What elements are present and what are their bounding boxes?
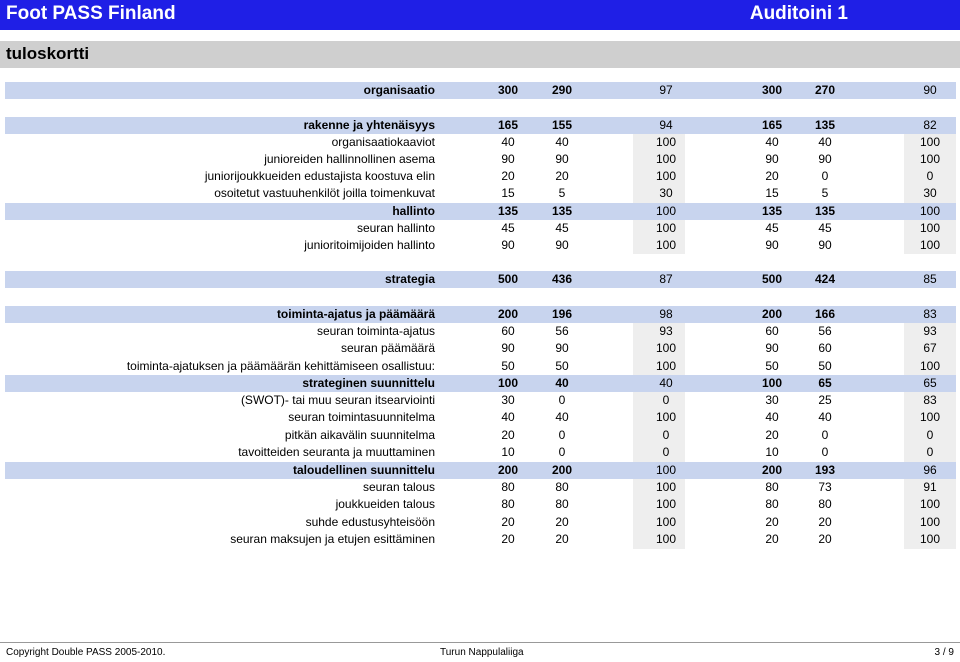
- value-cell: 100: [655, 221, 677, 235]
- row-label: seuran talous: [362, 480, 435, 494]
- value-cell: 93: [659, 324, 673, 338]
- row-label: strategia: [384, 272, 435, 286]
- value-cell: 500: [497, 272, 519, 286]
- value-cell: 135: [814, 118, 836, 132]
- row-label: organisaatio: [363, 83, 435, 97]
- value-cell: 80: [765, 480, 779, 494]
- row-label: tavoitteiden seuranta ja muuttaminen: [238, 445, 435, 459]
- value-cell: 0: [662, 445, 670, 459]
- value-cell: 100: [655, 152, 677, 166]
- value-cell: 50: [818, 359, 832, 373]
- value-cell: 0: [662, 428, 670, 442]
- value-cell: 20: [555, 515, 569, 529]
- value-cell: 100: [655, 238, 677, 252]
- value-cell: 98: [659, 307, 673, 321]
- value-cell: 45: [765, 221, 779, 235]
- club-name: Turun Nappulaliiga: [440, 647, 524, 658]
- value-cell: 135: [814, 204, 836, 218]
- value-cell: 90: [555, 152, 569, 166]
- value-cell: 82: [923, 118, 937, 132]
- value-cell: 30: [501, 393, 515, 407]
- value-cell: 300: [761, 83, 783, 97]
- value-cell: 100: [919, 359, 941, 373]
- table-row: [0, 375, 960, 391]
- value-cell: 500: [761, 272, 783, 286]
- value-cell: 90: [818, 152, 832, 166]
- value-cell: 200: [761, 307, 783, 321]
- value-cell: 90: [765, 238, 779, 252]
- row-label: suhde edustusyhteisöön: [305, 515, 435, 529]
- value-cell: 90: [501, 238, 515, 252]
- value-cell: 40: [555, 410, 569, 424]
- row-label: (SWOT)- tai muu seuran itsearviointi: [240, 393, 435, 407]
- value-cell: 100: [655, 463, 677, 477]
- table-row: [0, 306, 960, 322]
- value-cell: 90: [765, 341, 779, 355]
- value-cell: 60: [501, 324, 515, 338]
- value-cell: 5: [821, 186, 829, 200]
- value-cell: 45: [818, 221, 832, 235]
- value-cell: 100: [655, 135, 677, 149]
- value-cell: 96: [923, 463, 937, 477]
- value-cell: 45: [555, 221, 569, 235]
- value-cell: 0: [926, 445, 934, 459]
- value-cell: 100: [919, 135, 941, 149]
- value-cell: 100: [655, 204, 677, 218]
- value-cell: 93: [923, 324, 937, 338]
- value-cell: 100: [655, 410, 677, 424]
- value-cell: 20: [555, 169, 569, 183]
- table-row: [0, 462, 960, 478]
- value-cell: 193: [814, 463, 836, 477]
- value-cell: 100: [655, 497, 677, 511]
- table-row: [0, 185, 960, 201]
- value-cell: 100: [655, 341, 677, 355]
- value-cell: 45: [501, 221, 515, 235]
- value-cell: 270: [814, 83, 836, 97]
- value-cell: 20: [765, 532, 779, 546]
- app-title: Foot PASS Finland: [6, 3, 176, 24]
- value-cell: 30: [765, 393, 779, 407]
- value-cell: 56: [555, 324, 569, 338]
- table-row: [0, 409, 960, 425]
- row-label: junioreiden hallinnollinen asema: [264, 152, 435, 166]
- value-cell: 0: [926, 428, 934, 442]
- value-cell: 20: [501, 515, 515, 529]
- row-label: pitkän aikavälin suunnitelma: [284, 428, 435, 442]
- table-row: [0, 427, 960, 443]
- value-cell: 65: [818, 376, 832, 390]
- value-cell: 50: [501, 359, 515, 373]
- value-cell: 100: [919, 221, 941, 235]
- value-cell: 100: [919, 410, 941, 424]
- row-label: junioritoimijoiden hallinto: [304, 238, 435, 252]
- value-cell: 20: [555, 532, 569, 546]
- value-cell: 196: [551, 307, 573, 321]
- value-cell: 100: [655, 480, 677, 494]
- value-cell: 83: [923, 393, 937, 407]
- value-cell: 100: [919, 204, 941, 218]
- value-cell: 20: [501, 428, 515, 442]
- value-cell: 90: [765, 152, 779, 166]
- value-cell: 200: [497, 463, 519, 477]
- row-label: seuran toimintasuunnitelma: [288, 410, 435, 424]
- value-cell: 100: [655, 359, 677, 373]
- value-cell: 10: [765, 445, 779, 459]
- value-cell: 5: [558, 186, 566, 200]
- value-cell: 60: [765, 324, 779, 338]
- row-label: osoitetut vastuuhenkilöt joilla toimenkuvat: [214, 186, 435, 200]
- copyright-text: Copyright Double PASS 2005-2010.: [6, 647, 166, 658]
- row-label: seuran päämäärä: [340, 341, 435, 355]
- value-cell: 40: [555, 376, 569, 390]
- value-cell: 100: [761, 376, 783, 390]
- row-label: organisaatiokaaviot: [331, 135, 435, 149]
- value-cell: 90: [818, 238, 832, 252]
- value-cell: 25: [818, 393, 832, 407]
- value-cell: 100: [919, 515, 941, 529]
- value-cell: 424: [814, 272, 836, 286]
- table-row: [0, 531, 960, 547]
- row-label: seuran toiminta-ajatus: [316, 324, 435, 338]
- section-title: tuloskortti: [6, 44, 90, 63]
- table-row: [0, 134, 960, 150]
- value-cell: 80: [555, 497, 569, 511]
- value-cell: 0: [926, 169, 934, 183]
- table-row: [0, 168, 960, 184]
- value-cell: 91: [923, 480, 937, 494]
- row-label: taloudellinen suunnittelu: [293, 463, 435, 477]
- value-cell: 80: [555, 480, 569, 494]
- value-cell: 200: [761, 463, 783, 477]
- value-cell: 90: [501, 152, 515, 166]
- value-cell: 20: [818, 515, 832, 529]
- table-row: [0, 220, 960, 236]
- title-bar: [0, 0, 960, 30]
- value-cell: 56: [818, 324, 832, 338]
- value-cell: 100: [655, 169, 677, 183]
- value-cell: 135: [497, 204, 519, 218]
- value-cell: 20: [501, 532, 515, 546]
- value-cell: 0: [821, 428, 829, 442]
- value-cell: 80: [501, 497, 515, 511]
- value-cell: 40: [501, 410, 515, 424]
- value-cell: 155: [551, 118, 573, 132]
- row-label: seuran hallinto: [356, 221, 435, 235]
- table-row: [0, 117, 960, 133]
- value-cell: 40: [765, 135, 779, 149]
- value-cell: 15: [765, 186, 779, 200]
- row-label: seuran maksujen ja etujen esittäminen: [230, 532, 435, 546]
- row-label: joukkueiden talous: [335, 497, 435, 511]
- value-cell: 100: [919, 532, 941, 546]
- table-row: [0, 514, 960, 530]
- value-cell: 100: [497, 376, 519, 390]
- table-row: [0, 479, 960, 495]
- table-row: [0, 237, 960, 253]
- value-cell: 20: [765, 428, 779, 442]
- value-cell: 97: [659, 83, 673, 97]
- value-cell: 10: [501, 445, 515, 459]
- value-cell: 100: [919, 152, 941, 166]
- value-cell: 300: [497, 83, 519, 97]
- table-row: [0, 151, 960, 167]
- value-cell: 100: [919, 497, 941, 511]
- row-label: rakenne ja yhtenäisyys: [303, 118, 435, 132]
- value-cell: 165: [497, 118, 519, 132]
- table-row: [0, 271, 960, 287]
- value-cell: 87: [659, 272, 673, 286]
- value-cell: 166: [814, 307, 836, 321]
- value-cell: 30: [659, 186, 673, 200]
- table-row: [0, 82, 960, 98]
- table-row: [0, 203, 960, 219]
- value-cell: 40: [555, 135, 569, 149]
- value-cell: 85: [923, 272, 937, 286]
- value-cell: 100: [655, 532, 677, 546]
- value-cell: 135: [761, 204, 783, 218]
- value-cell: 83: [923, 307, 937, 321]
- value-cell: 20: [501, 169, 515, 183]
- page-footer: [0, 642, 960, 662]
- value-cell: 165: [761, 118, 783, 132]
- row-label: strateginen suunnittelu: [302, 376, 435, 390]
- value-cell: 200: [497, 307, 519, 321]
- value-cell: 0: [558, 428, 566, 442]
- row-label: toiminta-ajatuksen ja päämäärän kehittämiseen osallistuu:: [126, 359, 435, 373]
- row-label: toiminta-ajatus ja päämäärä: [276, 307, 435, 321]
- value-cell: 290: [551, 83, 573, 97]
- value-cell: 50: [555, 359, 569, 373]
- table-row: [0, 392, 960, 408]
- value-cell: 0: [821, 445, 829, 459]
- value-cell: 200: [551, 463, 573, 477]
- value-cell: 0: [558, 445, 566, 459]
- value-cell: 73: [818, 480, 832, 494]
- value-cell: 20: [765, 515, 779, 529]
- value-cell: 90: [923, 83, 937, 97]
- value-cell: 40: [818, 410, 832, 424]
- table-row: [0, 496, 960, 512]
- value-cell: 80: [818, 497, 832, 511]
- value-cell: 94: [659, 118, 673, 132]
- value-cell: 100: [655, 515, 677, 529]
- value-cell: 90: [501, 341, 515, 355]
- value-cell: 80: [765, 497, 779, 511]
- value-cell: 0: [662, 393, 670, 407]
- value-cell: 20: [818, 532, 832, 546]
- value-cell: 20: [765, 169, 779, 183]
- value-cell: 65: [923, 376, 937, 390]
- value-cell: 0: [821, 169, 829, 183]
- value-cell: 67: [923, 341, 937, 355]
- value-cell: 40: [659, 376, 673, 390]
- table-row: [0, 323, 960, 339]
- value-cell: 40: [501, 135, 515, 149]
- value-cell: 30: [923, 186, 937, 200]
- row-label: hallinto: [392, 204, 435, 218]
- value-cell: 100: [919, 238, 941, 252]
- table-row: [0, 444, 960, 460]
- value-cell: 15: [501, 186, 515, 200]
- row-label: juniorijoukkueiden edustajista koostuva elin: [204, 169, 435, 183]
- value-cell: 90: [555, 341, 569, 355]
- value-cell: 436: [551, 272, 573, 286]
- value-cell: 80: [501, 480, 515, 494]
- value-cell: 60: [818, 341, 832, 355]
- value-cell: 0: [558, 393, 566, 407]
- value-cell: 50: [765, 359, 779, 373]
- value-cell: 90: [555, 238, 569, 252]
- audit-label: Auditoini 1: [749, 3, 848, 24]
- page-number: 3 / 9: [934, 647, 954, 658]
- value-cell: 40: [818, 135, 832, 149]
- table-row: [0, 340, 960, 356]
- value-cell: 135: [551, 204, 573, 218]
- value-cell: 40: [765, 410, 779, 424]
- section-header: [0, 41, 960, 68]
- table-row: [0, 358, 960, 374]
